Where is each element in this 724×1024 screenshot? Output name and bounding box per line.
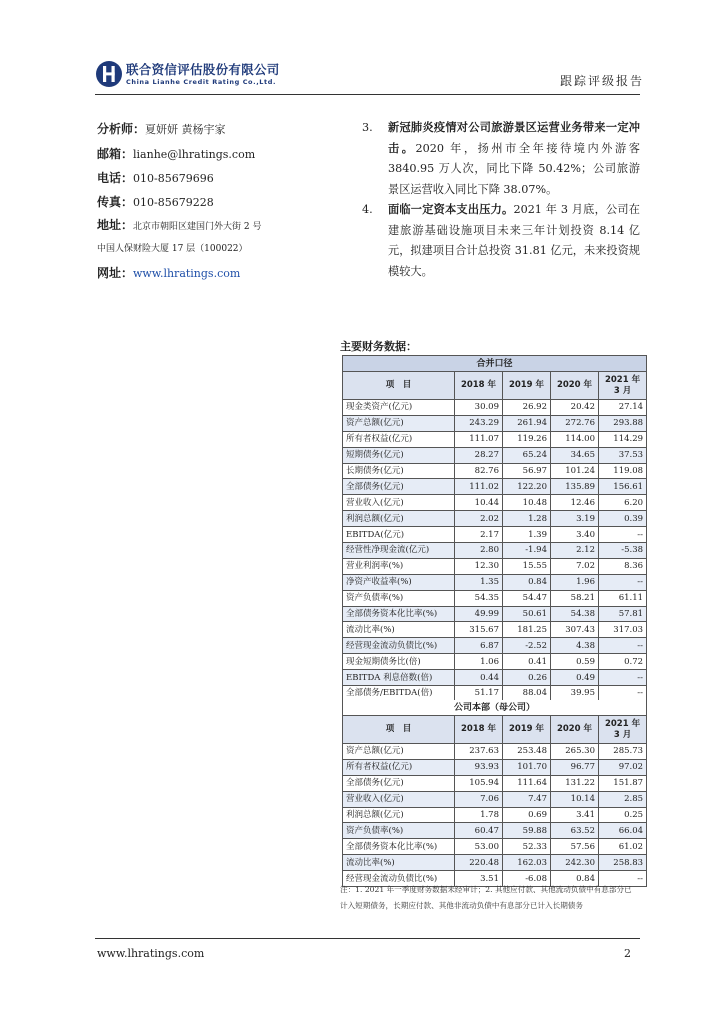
table-row bbox=[343, 400, 647, 416]
value-cell: 2.80 bbox=[455, 543, 503, 559]
phone-label: 电话： bbox=[97, 171, 134, 185]
finding-item bbox=[362, 200, 640, 282]
table-row bbox=[343, 574, 647, 590]
value-cell: 111.07 bbox=[455, 431, 503, 447]
table-note-line-2: 计入短期债务，长期应付款、其他非流动负债中有息部分已计入长期债务 bbox=[340, 901, 583, 910]
header-item: 项 目 bbox=[343, 716, 455, 744]
value-cell: 114.00 bbox=[551, 431, 599, 447]
header-2020: 2020 年 bbox=[551, 716, 599, 744]
fax-value: 010-85679228 bbox=[133, 196, 214, 209]
value-cell: 272.76 bbox=[551, 415, 599, 431]
email-line bbox=[97, 147, 255, 162]
value-cell: 10.14 bbox=[551, 791, 599, 807]
value-cell: 54.38 bbox=[551, 606, 599, 622]
parent-table bbox=[342, 700, 647, 887]
value-cell: -6.08 bbox=[503, 871, 551, 887]
value-cell: 15.55 bbox=[503, 558, 551, 574]
consolidated-table bbox=[342, 355, 647, 702]
value-cell: 156.61 bbox=[599, 479, 647, 495]
footer-website[interactable]: www.lhratings.com bbox=[97, 947, 205, 960]
value-cell: 261.94 bbox=[503, 415, 551, 431]
value-cell: 242.30 bbox=[551, 855, 599, 871]
parent-table-body bbox=[343, 744, 647, 887]
value-cell: 82.76 bbox=[455, 463, 503, 479]
value-cell: 54.35 bbox=[455, 590, 503, 606]
value-cell: 3.40 bbox=[551, 527, 599, 543]
value-cell: 39.95 bbox=[551, 686, 599, 702]
company-logo-icon bbox=[95, 60, 123, 88]
row-label-cell: 所有者权益(亿元) bbox=[343, 759, 455, 775]
row-label-cell: EBITDA 利息倍数(倍) bbox=[343, 670, 455, 686]
finding-number: 4. bbox=[362, 203, 373, 216]
value-cell: 0.72 bbox=[599, 654, 647, 670]
header-2021q1 bbox=[599, 716, 647, 744]
table-row bbox=[343, 791, 647, 807]
row-label-cell: 利润总额(亿元) bbox=[343, 511, 455, 527]
row-label-cell: 资产负债率(%) bbox=[343, 823, 455, 839]
table-row bbox=[343, 447, 647, 463]
table-row bbox=[343, 495, 647, 511]
value-cell: -- bbox=[599, 670, 647, 686]
value-cell: 65.24 bbox=[503, 447, 551, 463]
row-label-cell: 短期债务(亿元) bbox=[343, 447, 455, 463]
row-label-cell: 流动比率(%) bbox=[343, 622, 455, 638]
value-cell: 7.47 bbox=[503, 791, 551, 807]
page-number: 2 bbox=[624, 947, 631, 960]
value-cell: 181.25 bbox=[503, 622, 551, 638]
header-item: 项 目 bbox=[343, 372, 455, 400]
row-label-cell: 营业收入(亿元) bbox=[343, 495, 455, 511]
table-row bbox=[343, 839, 647, 855]
table-row bbox=[343, 415, 647, 431]
value-cell: 54.47 bbox=[503, 590, 551, 606]
value-cell: 34.65 bbox=[551, 447, 599, 463]
value-cell: 1.28 bbox=[503, 511, 551, 527]
value-cell: -- bbox=[599, 871, 647, 887]
row-label-cell: 经营性净现金流(亿元) bbox=[343, 543, 455, 559]
consolidated-table-body bbox=[343, 400, 647, 702]
value-cell: 12.30 bbox=[455, 558, 503, 574]
website-line bbox=[97, 266, 240, 281]
document-type: 跟踪评级报告 bbox=[559, 74, 644, 88]
header-2021q1 bbox=[599, 372, 647, 400]
finding-text: 2020 年，扬州市全年接待境内外游客 3840.95 万人次，同比下降 50.42%；公司旅游景区运营收入同比下降 38.07%。 bbox=[388, 141, 640, 196]
table-note-line-1: 注：1. 2021 年一季度财务数据未经审计；2. 其他应付款、其他流动负债中有息部分已 bbox=[340, 885, 632, 894]
value-cell: 4.38 bbox=[551, 638, 599, 654]
value-cell: 2.02 bbox=[455, 511, 503, 527]
value-cell: 2.17 bbox=[455, 527, 503, 543]
value-cell: 293.88 bbox=[599, 415, 647, 431]
value-cell: 6.87 bbox=[455, 638, 503, 654]
value-cell: 105.94 bbox=[455, 775, 503, 791]
value-cell: -- bbox=[599, 527, 647, 543]
row-label-cell: 净资产收益率(%) bbox=[343, 574, 455, 590]
row-label-cell: 全部债务资本化比率(%) bbox=[343, 839, 455, 855]
website-link[interactable]: www.lhratings.com bbox=[133, 267, 241, 280]
value-cell: 37.53 bbox=[599, 447, 647, 463]
value-cell: 7.02 bbox=[551, 558, 599, 574]
value-cell: 66.04 bbox=[599, 823, 647, 839]
value-cell: -- bbox=[599, 686, 647, 702]
value-cell: 220.48 bbox=[455, 855, 503, 871]
value-cell: -- bbox=[599, 638, 647, 654]
table-row bbox=[343, 759, 647, 775]
value-cell: 96.77 bbox=[551, 759, 599, 775]
value-cell: 61.02 bbox=[599, 839, 647, 855]
table-caption: 合并口径 bbox=[343, 356, 647, 372]
header-divider bbox=[95, 94, 640, 95]
analyst-names: 夏妍妍 黄杨宇家 bbox=[145, 123, 226, 136]
row-label-cell: 现金类资产(亿元) bbox=[343, 400, 455, 416]
row-label-cell: 营业收入(亿元) bbox=[343, 791, 455, 807]
value-cell: 253.48 bbox=[503, 744, 551, 760]
value-cell: 243.29 bbox=[455, 415, 503, 431]
value-cell: 20.42 bbox=[551, 400, 599, 416]
header-2021-line2: 3 月 bbox=[613, 385, 632, 396]
row-label-cell: 流动比率(%) bbox=[343, 855, 455, 871]
value-cell: 6.20 bbox=[599, 495, 647, 511]
footer-divider bbox=[95, 938, 640, 939]
value-cell: 88.04 bbox=[503, 686, 551, 702]
row-label-cell: 资产总额(亿元) bbox=[343, 744, 455, 760]
value-cell: 10.48 bbox=[503, 495, 551, 511]
value-cell: 1.06 bbox=[455, 654, 503, 670]
value-cell: 101.24 bbox=[551, 463, 599, 479]
value-cell: 2.12 bbox=[551, 543, 599, 559]
value-cell: 1.39 bbox=[503, 527, 551, 543]
table-row bbox=[343, 670, 647, 686]
value-cell: 8.36 bbox=[599, 558, 647, 574]
address-line-1: 北京市朝阳区建国门外大街 2 号 bbox=[133, 222, 262, 232]
value-cell: -- bbox=[599, 574, 647, 590]
value-cell: 3.41 bbox=[551, 807, 599, 823]
value-cell: 27.14 bbox=[599, 400, 647, 416]
company-name-cn: 联合资信评估股份有限公司 bbox=[126, 62, 280, 77]
value-cell: 0.59 bbox=[551, 654, 599, 670]
header-2018: 2018 年 bbox=[455, 372, 503, 400]
finding-heading: 面临一定资本支出压力。 bbox=[388, 203, 514, 216]
value-cell: 50.61 bbox=[503, 606, 551, 622]
table-row bbox=[343, 527, 647, 543]
table-row bbox=[343, 823, 647, 839]
finding-text: 2021 年 3 月底，公司在建旅游基础设施项目未来三年计划投资 8.14 亿元，拟建项目合计总投资 31.81 亿元，未来投资规模较大。 bbox=[388, 203, 640, 278]
header-2019: 2019 年 bbox=[503, 372, 551, 400]
table-row bbox=[343, 622, 647, 638]
finding-item bbox=[362, 118, 640, 200]
row-label-cell: EBITDA(亿元) bbox=[343, 527, 455, 543]
value-cell: 317.03 bbox=[599, 622, 647, 638]
value-cell: 131.22 bbox=[551, 775, 599, 791]
value-cell: 111.02 bbox=[455, 479, 503, 495]
value-cell: 0.26 bbox=[503, 670, 551, 686]
table-row bbox=[343, 431, 647, 447]
address-line bbox=[97, 218, 261, 234]
value-cell: 3.19 bbox=[551, 511, 599, 527]
table-row bbox=[343, 654, 647, 670]
row-label-cell: 长期债务(亿元) bbox=[343, 463, 455, 479]
value-cell: 60.47 bbox=[455, 823, 503, 839]
value-cell: -1.94 bbox=[503, 543, 551, 559]
value-cell: -5.38 bbox=[599, 543, 647, 559]
value-cell: 1.96 bbox=[551, 574, 599, 590]
value-cell: 111.64 bbox=[503, 775, 551, 791]
table-row bbox=[343, 744, 647, 760]
value-cell: 101.70 bbox=[503, 759, 551, 775]
value-cell: 0.44 bbox=[455, 670, 503, 686]
address-label: 地址： bbox=[97, 218, 134, 232]
header-2021-line1: 2021 年 bbox=[604, 718, 641, 729]
value-cell: 26.92 bbox=[503, 400, 551, 416]
value-cell: 52.33 bbox=[503, 839, 551, 855]
row-label-cell: 全部债务(亿元) bbox=[343, 479, 455, 495]
table-row bbox=[343, 479, 647, 495]
table-row bbox=[343, 463, 647, 479]
value-cell: 2.85 bbox=[599, 791, 647, 807]
value-cell: 162.03 bbox=[503, 855, 551, 871]
row-label-cell: 资产总额(亿元) bbox=[343, 415, 455, 431]
value-cell: 0.84 bbox=[551, 871, 599, 887]
value-cell: 258.83 bbox=[599, 855, 647, 871]
value-cell: 119.26 bbox=[503, 431, 551, 447]
email-label: 邮箱： bbox=[97, 147, 134, 161]
value-cell: 265.30 bbox=[551, 744, 599, 760]
website-label: 网址： bbox=[97, 266, 134, 280]
value-cell: 3.51 bbox=[455, 871, 503, 887]
table-caption: 公司本部（母公司） bbox=[343, 700, 647, 716]
value-cell: 28.27 bbox=[455, 447, 503, 463]
value-cell: 7.06 bbox=[455, 791, 503, 807]
email-value: lianhe@lhratings.com bbox=[133, 148, 256, 161]
table-row bbox=[343, 855, 647, 871]
row-label-cell: 全部债务(亿元) bbox=[343, 775, 455, 791]
header-2021-line1: 2021 年 bbox=[604, 374, 641, 385]
header-2018: 2018 年 bbox=[455, 716, 503, 744]
row-label-cell: 全部债务/EBITDA(倍) bbox=[343, 686, 455, 702]
table-row bbox=[343, 638, 647, 654]
value-cell: 57.56 bbox=[551, 839, 599, 855]
table-row bbox=[343, 511, 647, 527]
value-cell: 56.97 bbox=[503, 463, 551, 479]
fax-label: 传真： bbox=[97, 195, 134, 209]
value-cell: 30.09 bbox=[455, 400, 503, 416]
value-cell: 0.69 bbox=[503, 807, 551, 823]
section-title: 主要财务数据： bbox=[340, 340, 417, 353]
row-label-cell: 全部债务资本化比率(%) bbox=[343, 606, 455, 622]
value-cell: 61.11 bbox=[599, 590, 647, 606]
value-cell: 114.29 bbox=[599, 431, 647, 447]
value-cell: 285.73 bbox=[599, 744, 647, 760]
analyst-label: 分析师： bbox=[97, 122, 146, 136]
table-row bbox=[343, 807, 647, 823]
finding-heading: 新冠肺炎疫情对公司旅游景区运营业务带来一定冲击。 bbox=[388, 121, 640, 155]
value-cell: 10.44 bbox=[455, 495, 503, 511]
header-2021-line2: 3 月 bbox=[613, 729, 632, 740]
value-cell: 59.88 bbox=[503, 823, 551, 839]
phone-value: 010-85679696 bbox=[133, 172, 214, 185]
table-row bbox=[343, 590, 647, 606]
phone-line bbox=[97, 171, 214, 186]
table-row bbox=[343, 606, 647, 622]
value-cell: 122.20 bbox=[503, 479, 551, 495]
value-cell: 12.46 bbox=[551, 495, 599, 511]
value-cell: 93.93 bbox=[455, 759, 503, 775]
value-cell: 63.52 bbox=[551, 823, 599, 839]
value-cell: 53.00 bbox=[455, 839, 503, 855]
company-name-en: China Lianhe Credit Rating Co.,Ltd. bbox=[126, 78, 277, 86]
value-cell: 97.02 bbox=[599, 759, 647, 775]
value-cell: 237.63 bbox=[455, 744, 503, 760]
value-cell: 49.99 bbox=[455, 606, 503, 622]
value-cell: 57.81 bbox=[599, 606, 647, 622]
address-line-2: 中国人保财险大厦 17 层（100022） bbox=[97, 244, 248, 254]
value-cell: -2.52 bbox=[503, 638, 551, 654]
row-label-cell: 经营现金流动负债比(%) bbox=[343, 871, 455, 887]
value-cell: 315.67 bbox=[455, 622, 503, 638]
row-label-cell: 营业利润率(%) bbox=[343, 558, 455, 574]
value-cell: 151.87 bbox=[599, 775, 647, 791]
value-cell: 119.08 bbox=[599, 463, 647, 479]
table-row bbox=[343, 543, 647, 559]
value-cell: 135.89 bbox=[551, 479, 599, 495]
value-cell: 58.21 bbox=[551, 590, 599, 606]
value-cell: 0.25 bbox=[599, 807, 647, 823]
row-label-cell: 现金短期债务比(倍) bbox=[343, 654, 455, 670]
value-cell: 1.78 bbox=[455, 807, 503, 823]
value-cell: 0.84 bbox=[503, 574, 551, 590]
analyst-line bbox=[97, 122, 226, 137]
value-cell: 0.41 bbox=[503, 654, 551, 670]
value-cell: 51.17 bbox=[455, 686, 503, 702]
value-cell: 0.49 bbox=[551, 670, 599, 686]
finding-number: 3. bbox=[362, 121, 373, 134]
header-2019: 2019 年 bbox=[503, 716, 551, 744]
value-cell: 307.43 bbox=[551, 622, 599, 638]
row-label-cell: 利润总额(亿元) bbox=[343, 807, 455, 823]
fax-line bbox=[97, 195, 214, 210]
table-row bbox=[343, 558, 647, 574]
row-label-cell: 经营现金流动负债比(%) bbox=[343, 638, 455, 654]
header-2020: 2020 年 bbox=[551, 372, 599, 400]
table-row bbox=[343, 775, 647, 791]
row-label-cell: 所有者权益(亿元) bbox=[343, 431, 455, 447]
value-cell: 1.35 bbox=[455, 574, 503, 590]
row-label-cell: 资产负债率(%) bbox=[343, 590, 455, 606]
value-cell: 0.39 bbox=[599, 511, 647, 527]
